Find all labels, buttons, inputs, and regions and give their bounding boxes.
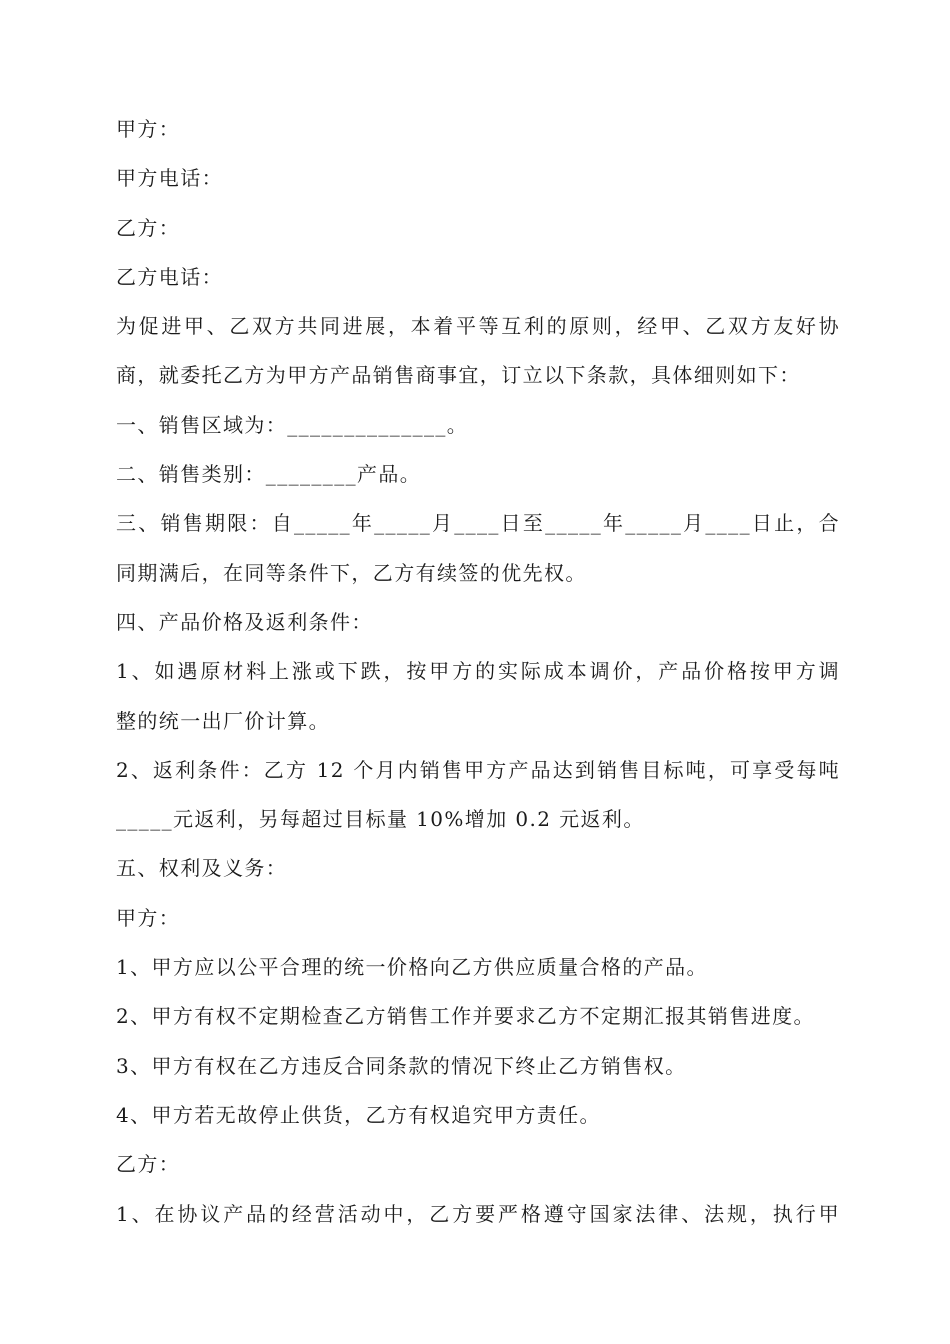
party-a-duty-3: 3、甲方有权在乙方违反合同条款的情况下终止乙方销售权。 — [116, 1053, 687, 1078]
party-b-label: 乙方： — [116, 215, 181, 240]
party-a-duty-2: 2、甲方有权不定期检查乙方销售工作并要求乙方不定期汇报其销售进度。 — [116, 1004, 815, 1029]
party-a-duty-1: 1、甲方应以公平合理的统一价格向乙方供应质量合格的产品。 — [116, 955, 708, 980]
price-item-2-line-1: 2、返利条件：乙方 12 个月内销售甲方产品达到销售目标吨，可享受每吨 — [116, 757, 840, 782]
party-a-phone-label: 甲方电话： — [116, 166, 223, 191]
party-a-duty-4: 4、甲方若无故停止供货，乙方有权追究甲方责任。 — [116, 1102, 601, 1127]
price-item-2-line-2: _____元返利，另每超过目标量 10%增加 0.2 元返利。 — [116, 807, 645, 832]
section-heading-price-rebate: 四、产品价格及返利条件： — [116, 609, 373, 634]
party-b-duties-label: 乙方： — [116, 1152, 181, 1177]
party-b-duty-1-line-1: 1、在协议产品的经营活动中，乙方要严格遵守国家法律、法规，执行甲 — [116, 1201, 840, 1226]
document-body — [116, 105, 840, 1239]
clause-sales-period-line-1: 三、销售期限：自_____年_____月____日至_____年_____月____日止，合 — [116, 511, 840, 536]
party-a-label: 甲方： — [116, 117, 181, 141]
section-heading-rights-duties: 五、权利及义务： — [116, 856, 288, 881]
preamble-line-1: 为促进甲、乙双方共同进展，本着平等互利的原则，经甲、乙双方友好协 — [116, 314, 840, 339]
preamble-line-2: 商，就委托乙方为甲方产品销售商事宜，订立以下条款，具体细则如下： — [116, 363, 801, 388]
clause-sales-period-line-2: 同期满后，在同等条件下，乙方有续签的优先权。 — [116, 560, 587, 585]
clause-sales-region: 一、销售区域为：______________。 — [116, 412, 469, 437]
party-a-duties-label: 甲方： — [116, 905, 181, 930]
clause-sales-category: 二、销售类别：________产品。 — [116, 462, 422, 487]
price-item-1-line-1: 1、如遇原材料上涨或下跌，按甲方的实际成本调价，产品价格按甲方调 — [116, 659, 840, 684]
price-item-1-line-2: 整的统一出厂价计算。 — [116, 708, 330, 733]
party-b-phone-label: 乙方电话： — [116, 264, 223, 289]
